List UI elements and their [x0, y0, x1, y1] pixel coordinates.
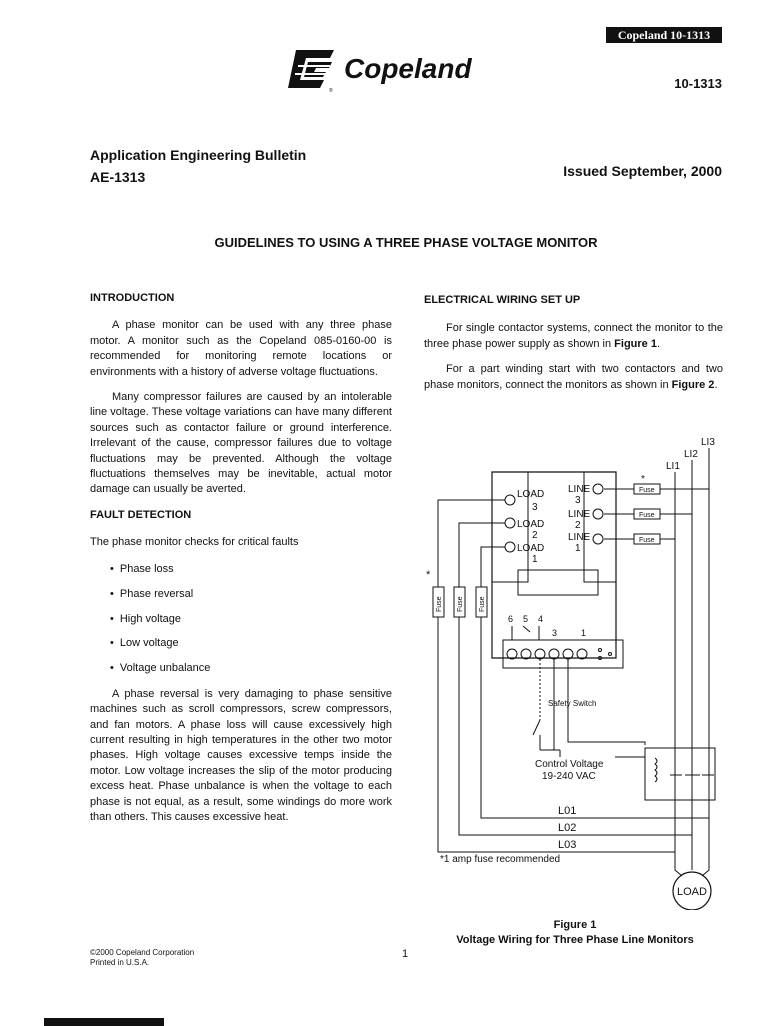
list-item: • Phase reversal	[90, 587, 392, 602]
bottom-tab	[44, 1018, 164, 1026]
fuse-note: *1 amp fuse recommended	[440, 854, 561, 865]
wiring-paragraph-1: For single contactor systems, connect the monitor to the three phase power supply as shown in Figure 1.	[424, 322, 723, 350]
figure-title: Voltage Wiring for Three Phase Line Monitors	[456, 934, 694, 946]
svg-text:®: ®	[329, 88, 333, 94]
copeland-logo	[282, 44, 532, 94]
svg-text:Fuse: Fuse	[436, 596, 443, 612]
figure-2-ref: Figure 2	[671, 378, 715, 391]
fault-detection-heading: FAULT DETECTION	[90, 508, 192, 521]
svg-text:*: *	[426, 569, 431, 581]
svg-text:LOAD: LOAD	[517, 543, 545, 554]
footer	[90, 948, 194, 968]
page-number: 1	[402, 948, 409, 960]
introduction-heading: INTRODUCTION	[90, 292, 175, 304]
copeland-wordmark: Copeland	[344, 53, 472, 84]
list-item: • Voltage unbalance	[90, 661, 392, 676]
svg-text:1: 1	[581, 628, 587, 638]
svg-text:Fuse: Fuse	[457, 596, 464, 612]
svg-text:3: 3	[532, 502, 538, 513]
svg-text:*: *	[641, 474, 645, 485]
svg-text:LINE: LINE	[568, 532, 591, 543]
svg-text:2: 2	[575, 520, 581, 531]
safety-switch-label: Safety Switch	[548, 699, 597, 708]
line-label-l3: LI3	[701, 437, 715, 448]
svg-text:6: 6	[508, 614, 514, 624]
svg-text:LOAD: LOAD	[517, 489, 545, 500]
bulletin-type: Application Engineering Bulletin	[90, 147, 307, 163]
figure-1-ref: Figure 1	[614, 337, 657, 350]
svg-text:Fuse: Fuse	[639, 487, 655, 494]
line-label-l2: LI2	[684, 449, 698, 460]
svg-text:LINE: LINE	[568, 509, 591, 520]
fault-list	[90, 562, 392, 677]
load-line-l03: L03	[558, 839, 577, 851]
load-line-l02: L02	[558, 822, 577, 834]
fault-intro: The phase monitor checks for critical faults	[90, 536, 299, 549]
svg-text:1: 1	[532, 554, 538, 565]
svg-text:Fuse: Fuse	[479, 596, 486, 612]
intro-paragraph-1: A phase monitor can be used with any three phase motor. A monitor such as the Copeland 085-0160-00 is recommended for monitoring remote locations or environments with a history of adverse voltage fluctuations.	[90, 319, 392, 378]
svg-text:LOAD: LOAD	[517, 519, 545, 530]
copyright: ©2000 Copeland Corporation	[90, 948, 195, 957]
bulletin-header	[90, 144, 306, 188]
list-item: • High voltage	[90, 612, 392, 627]
contactor	[645, 748, 715, 800]
left-column	[90, 291, 392, 835]
list-item: • Low voltage	[90, 636, 392, 651]
svg-text:LOAD: LOAD	[677, 886, 707, 898]
svg-text:5: 5	[523, 614, 529, 624]
svg-text:Fuse: Fuse	[639, 537, 655, 544]
list-item: • Phase loss	[90, 562, 392, 577]
wiring-diagram	[420, 430, 720, 910]
svg-text:3: 3	[552, 628, 558, 638]
figure-caption	[430, 918, 720, 948]
document-tag: Copeland 10-1313	[606, 27, 722, 43]
intro-paragraph-2: Many compressor failures are caused by an intolerable line voltage. These voltage variations can have many different sources such as contactor failure or ground interference. Irrelevant of the cause, compressor failures due to voltage fluctuations may be prevented. Although the voltage fluctuations themselves may be inevitable, actual motor damage can usually be averted.	[90, 391, 392, 496]
svg-text:Fuse: Fuse	[639, 512, 655, 519]
figure-label: Figure 1	[553, 919, 597, 931]
svg-text:LINE: LINE	[568, 484, 591, 495]
wiring-heading: ELECTRICAL WIRING SET UP	[424, 294, 581, 306]
bulletin-code: AE-1313	[90, 169, 146, 185]
control-range-label: 19-240 VAC	[542, 771, 596, 782]
load-line-l01: L01	[558, 805, 577, 817]
document-number: 10-1313	[674, 76, 722, 91]
svg-text:1: 1	[575, 543, 581, 554]
svg-text:3: 3	[575, 495, 581, 506]
issue-date: Issued September, 2000	[563, 163, 722, 179]
copeland-emblem-icon	[288, 50, 334, 88]
printed-in: Printed in U.S.A.	[90, 958, 150, 967]
fault-paragraph: A phase reversal is very damaging to phase sensitive machines such as scroll compressors, screw compressors, and fan motors. A phase loss will cause excessively high current resulting in high temperatures in the other two motor phases. High voltage causes excessive temps inside the motor. Low voltage increases the slip of the motor producing excess heat. Phase unbalance is when the voltage to each phase is not equal, as a result, some windings do more work than others. This causes excessive heat.	[90, 687, 392, 823]
svg-text:2: 2	[532, 530, 538, 541]
svg-text:4: 4	[538, 614, 544, 624]
wiring-paragraph-2: For a part winding start with two contactors and two phase monitors, connect the monitors as shown in Figure 2.	[424, 363, 723, 391]
right-column	[424, 293, 723, 403]
page-title: GUIDELINES TO USING A THREE PHASE VOLTAGE MONITOR	[214, 235, 598, 250]
line-label-l1: LI1	[666, 461, 680, 472]
control-voltage-label: Control Voltage	[535, 759, 604, 770]
